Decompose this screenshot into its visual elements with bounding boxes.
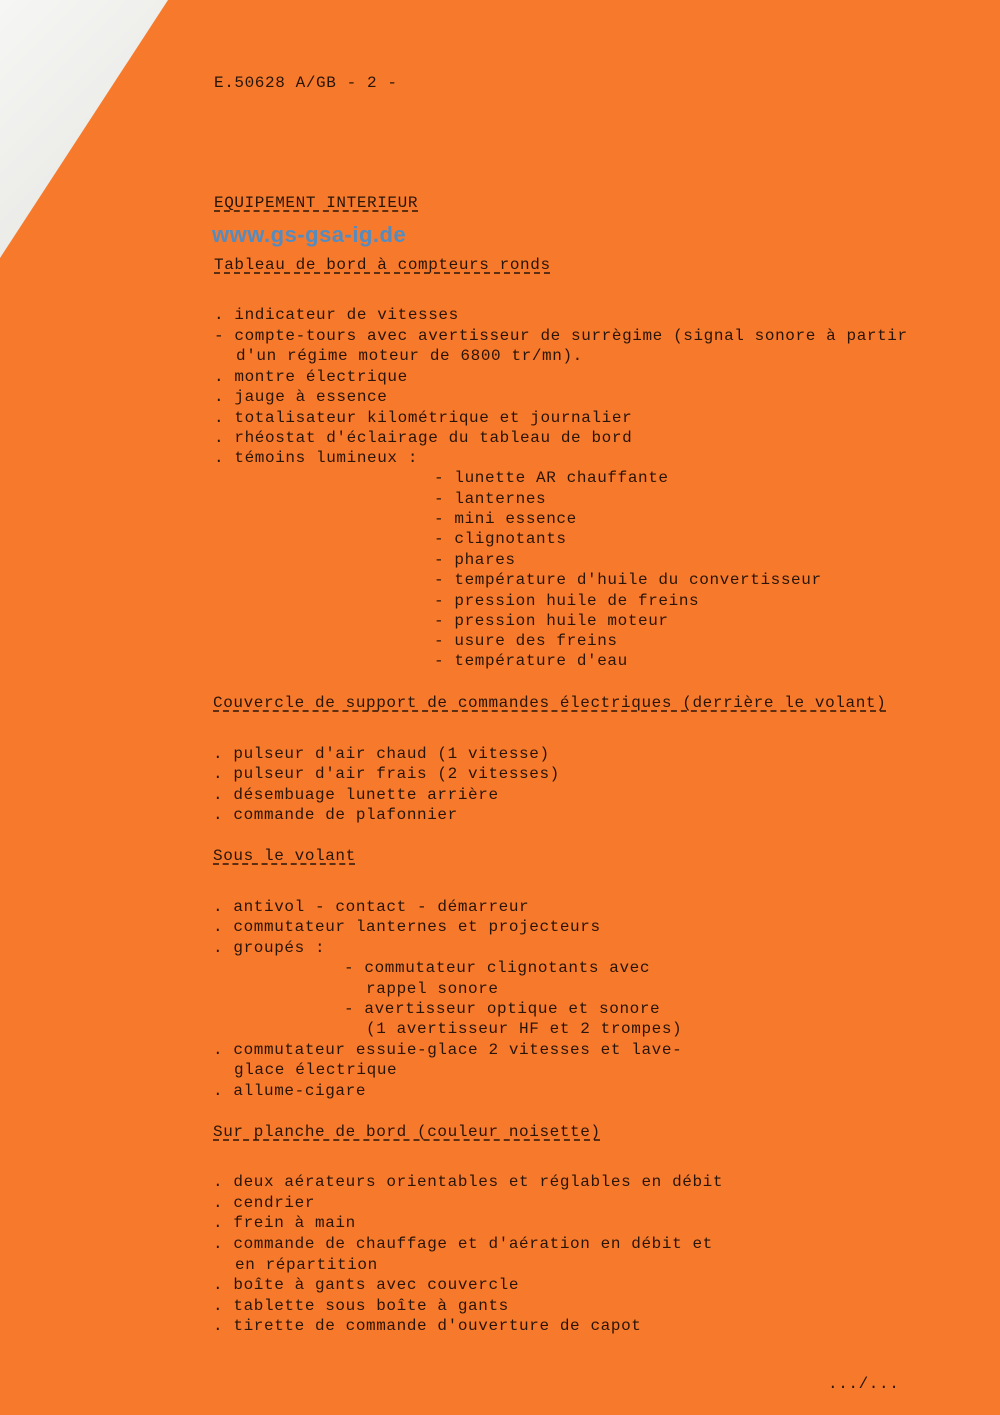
- list-item: . jauge à essence: [214, 388, 388, 406]
- list-item-continuation: glace électrique: [234, 1061, 398, 1079]
- list-item: . groupés :: [213, 939, 326, 957]
- list-item: . totalisateur kilométrique et journalier: [214, 409, 633, 427]
- list-item: . rhéostat d'éclairage du tableau de bord: [214, 429, 633, 447]
- list-item: . tirette de commande d'ouverture de capot: [213, 1317, 642, 1335]
- dashboard-heading: Tableau de bord à compteurs ronds: [214, 256, 551, 274]
- warning-light-item: - pression huile de freins: [434, 592, 700, 610]
- grouped-item-continuation: (1 avertisseur HF et 2 trompes): [366, 1020, 683, 1038]
- warning-light-item: - pression huile moteur: [434, 612, 669, 630]
- list-item: . frein à main: [213, 1214, 356, 1232]
- list-item-continuation: d'un régime moteur de 6800 tr/mn).: [236, 347, 583, 365]
- warning-light-item: - température d'eau: [434, 652, 628, 670]
- list-item: . témoins lumineux :: [214, 449, 419, 467]
- steering-heading: Sous le volant: [213, 847, 356, 865]
- list-item: . antivol - contact - démarreur: [213, 898, 530, 916]
- list-item: . boîte à gants avec couvercle: [213, 1276, 520, 1294]
- document-reference: E.50628 A/GB - 2 -: [214, 74, 398, 92]
- list-item: . commutateur essuie-glace 2 vitesses et lave-: [213, 1041, 683, 1059]
- section-title: EQUIPEMENT INTERIEUR: [214, 194, 419, 212]
- warning-light-item: - clignotants: [434, 530, 567, 548]
- warning-light-item: - usure des freins: [434, 632, 618, 650]
- dashboard-panel-heading: Sur planche de bord (couleur noisette): [213, 1123, 601, 1141]
- list-item: . pulseur d'air frais (2 vitesses): [213, 765, 560, 783]
- list-item: . pulseur d'air chaud (1 vitesse): [213, 745, 550, 763]
- grouped-item-continuation: rappel sonore: [366, 980, 499, 998]
- list-item: . désembuage lunette arrière: [213, 786, 499, 804]
- warning-light-item: - mini essence: [434, 510, 577, 528]
- warning-light-item: - phares: [434, 551, 516, 569]
- list-item: . cendrier: [213, 1194, 316, 1212]
- warning-light-item: - lunette AR chauffante: [434, 469, 669, 487]
- list-item: . deux aérateurs orientables et réglables en débit: [213, 1173, 724, 1191]
- list-item: . commande de chauffage et d'aération en débit et: [213, 1235, 713, 1253]
- switch-cover-heading: Couvercle de support de commandes électriques (derrière le volant): [213, 694, 887, 712]
- watermark-url: www.gs-gsa-ig.de: [212, 222, 407, 247]
- grouped-item: - avertisseur optique et sonore: [344, 1000, 661, 1018]
- grouped-item: - commutateur clignotants avec: [344, 959, 651, 977]
- list-item: . indicateur de vitesses: [214, 306, 459, 324]
- page-continuation-mark: .../...: [828, 1375, 900, 1393]
- warning-light-item: - lanternes: [434, 490, 547, 508]
- list-item: . commande de plafonnier: [213, 806, 458, 824]
- list-item: . montre électrique: [214, 368, 408, 386]
- list-item: - compte-tours avec avertisseur de surrègime (signal sonore à partir: [214, 327, 908, 345]
- warning-light-item: - température d'huile du convertisseur: [434, 571, 822, 589]
- list-item-continuation: en répartition: [235, 1256, 378, 1274]
- list-item: . commutateur lanternes et projecteurs: [213, 918, 601, 936]
- list-item: . tablette sous boîte à gants: [213, 1297, 509, 1315]
- list-item: . allume-cigare: [213, 1082, 367, 1100]
